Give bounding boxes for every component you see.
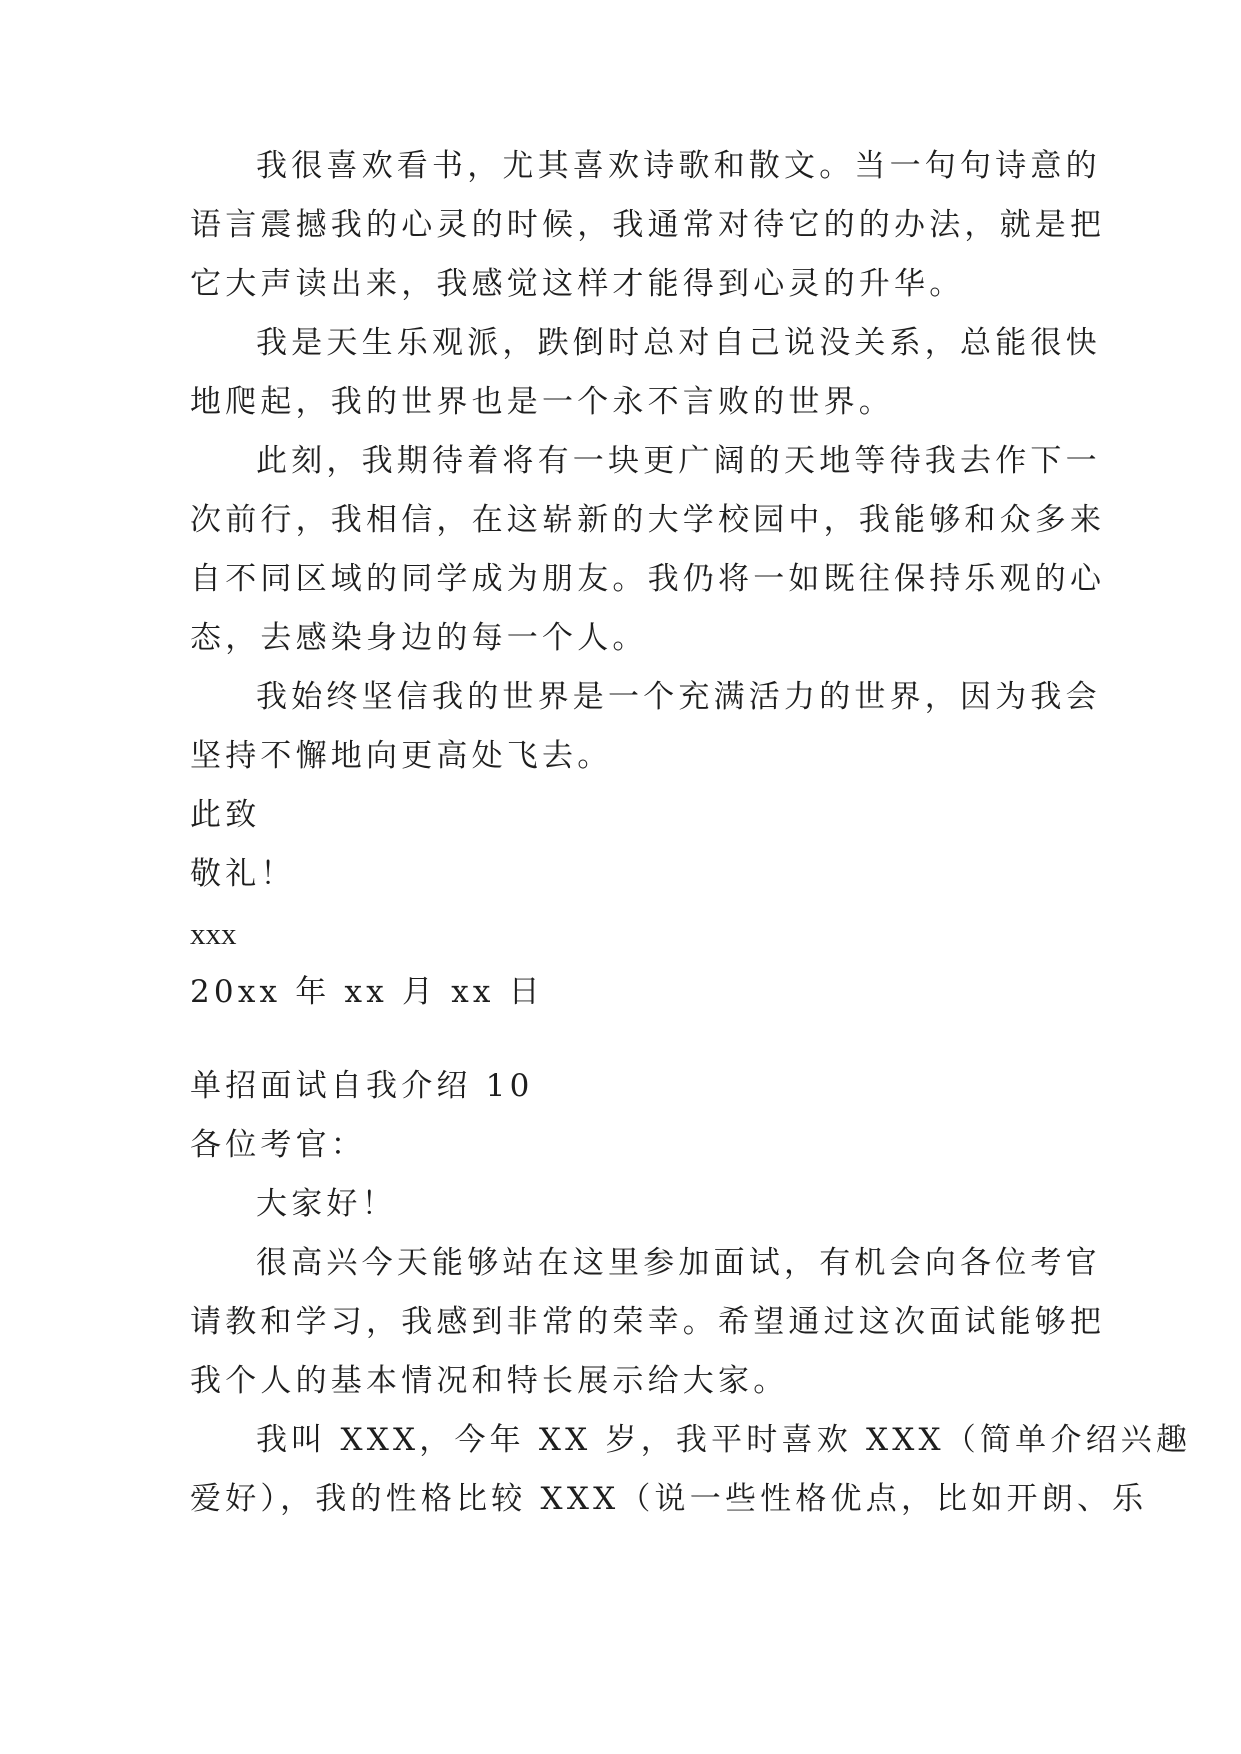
paragraph-line: 次前行，我相信，在这崭新的大学校园中，我能够和众多来 <box>190 502 1106 538</box>
closing-regards: 敬礼！ <box>190 856 296 892</box>
paragraph-line: 请教和学习，我感到非常的荣幸。希望通过这次面试能够把 <box>190 1304 1106 1340</box>
paragraph-line: 态，去感染身边的每一个人。 <box>190 620 648 656</box>
paragraph-line: 它大声读出来，我感觉这样才能得到心灵的升华。 <box>190 266 965 302</box>
interview-intro-section <box>190 1057 1192 1529</box>
paragraph-line: 坚持不懈地向更高处飞去。 <box>190 738 613 774</box>
paragraph-line: 我始终坚信我的世界是一个充满活力的世界，因为我会 <box>256 679 1101 715</box>
paragraph-line: 语言震撼我的心灵的时候，我通常对待它的的办法，就是把 <box>190 207 1106 243</box>
signature-name: xxx <box>190 916 237 951</box>
section-heading: 单招面试自我介绍 10 <box>190 1068 534 1104</box>
paragraph-line: 很高兴今天能够站在这里参加面试，有机会向各位考官 <box>256 1245 1101 1281</box>
paragraph-line: 爱好），我的性格比较 XXX（说一些性格优点，比如开朗、乐 <box>190 1481 1148 1517</box>
closing-salutation: 此致 <box>190 797 261 833</box>
paragraph-line: 地爬起，我的世界也是一个永不言败的世界。 <box>190 384 894 420</box>
greeting-line: 大家好！ <box>256 1186 397 1222</box>
paragraph-line: 我个人的基本情况和特长展示给大家。 <box>190 1363 789 1399</box>
letter-body <box>190 137 1106 1022</box>
paragraph-line: 我是天生乐观派，跌倒时总对自己说没关系，总能很快 <box>256 325 1101 361</box>
paragraph-line: 自不同区域的同学成为朋友。我仍将一如既往保持乐观的心 <box>190 561 1106 597</box>
paragraph-line: 我叫 XXX，今年 XX 岁，我平时喜欢 XXX（简单介绍兴趣 <box>256 1422 1192 1458</box>
signature-date: 20xx 年 xx 月 xx 日 <box>190 974 544 1010</box>
greeting-line: 各位考官： <box>190 1127 366 1163</box>
paragraph-line: 我很喜欢看书，尤其喜欢诗歌和散文。当一句句诗意的 <box>256 148 1101 184</box>
paragraph-line: 此刻，我期待着将有一块更广阔的天地等待我去作下一 <box>256 443 1101 479</box>
